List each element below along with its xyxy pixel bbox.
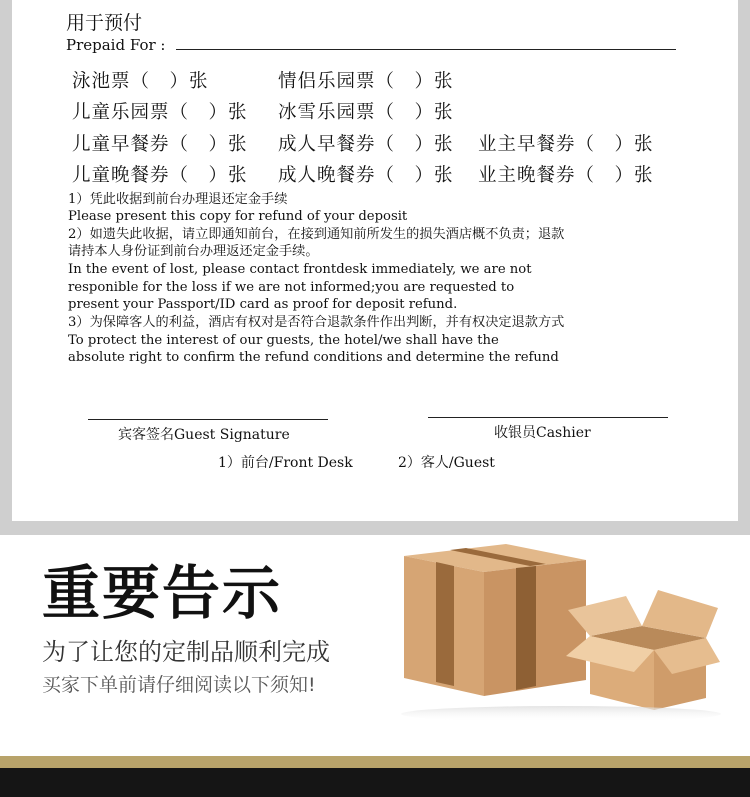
ticket-owner-dinner: 业主晚餐券（ ）张 (478, 165, 654, 186)
cashier-signature-line (428, 417, 668, 418)
notice-headline: 重要告示 (42, 559, 283, 627)
note-2-en-a: In the event of lost, please contact frontdesk immediately, we are not (68, 262, 532, 277)
ticket-pool: 泳池票（ ）张 (72, 71, 209, 92)
notice-instruction: 买家下单前请仔细阅读以下须知! (42, 674, 316, 696)
dark-footer-bar (0, 768, 750, 797)
notice-subtitle: 为了让您的定制品顺利完成 (42, 638, 330, 666)
note-3-en-b: absolute right to confirm the refund conditions and determine the refund (68, 350, 559, 365)
gold-divider (0, 756, 750, 768)
ticket-adult-dinner: 成人晚餐券（ ）张 (278, 165, 454, 186)
ticket-adult-breakfast: 成人早餐券（ ）张 (278, 134, 454, 155)
guest-signature-line (88, 419, 328, 420)
ticket-kids-dinner: 儿童晚餐券（ ）张 (72, 165, 248, 186)
closed-box-icon (404, 544, 586, 696)
open-box-icon (566, 590, 720, 710)
note-1-zh: 1）凭此收据到前台办理退还定金手续 (68, 192, 288, 207)
note-2-zh-a: 2）如遗失此收据，请立即通知前台，在接到通知前所发生的损失酒店概不负责；退款 (68, 227, 565, 242)
note-3-en-a: To protect the interest of our guests, the hotel/we shall have the (68, 333, 499, 348)
ticket-owner-breakfast: 业主早餐券（ ）张 (478, 134, 654, 155)
ticket-ice-park: 冰雪乐园票（ ）张 (278, 102, 454, 123)
note-2-en-b: responible for the loss if we are not informed;you are requested to (68, 280, 515, 295)
guest-signature-label: 宾客签名Guest Signature (118, 427, 290, 443)
cashier-label: 收银员Cashier (494, 425, 591, 441)
ticket-kids-breakfast: 儿童早餐券（ ）张 (72, 134, 248, 155)
prepaid-title: 用于预付 (66, 12, 143, 34)
copy-guest: 2）客人/Guest (398, 455, 495, 471)
note-3-zh: 3）为保障客人的利益，酒店有权对是否符合退款条件作出判断，并有权决定退款方式 (68, 315, 565, 330)
cardboard-boxes-illustration (396, 538, 726, 723)
prepaid-blank-line (176, 49, 676, 50)
note-2-zh-b: 请持本人身份证到前台办理返还定金手续。 (68, 244, 319, 259)
ticket-kids-park: 儿童乐园票（ ）张 (72, 102, 248, 123)
copy-front-desk: 1）前台/Front Desk (218, 455, 353, 471)
note-2-en-c: present your Passport/ID card as proof for deposit refund. (68, 297, 458, 312)
prepaid-label: Prepaid For : (66, 36, 166, 54)
note-1-en: Please present this copy for refund of your deposit (68, 209, 408, 224)
ticket-lovers-park: 情侣乐园票（ ）张 (278, 71, 454, 92)
